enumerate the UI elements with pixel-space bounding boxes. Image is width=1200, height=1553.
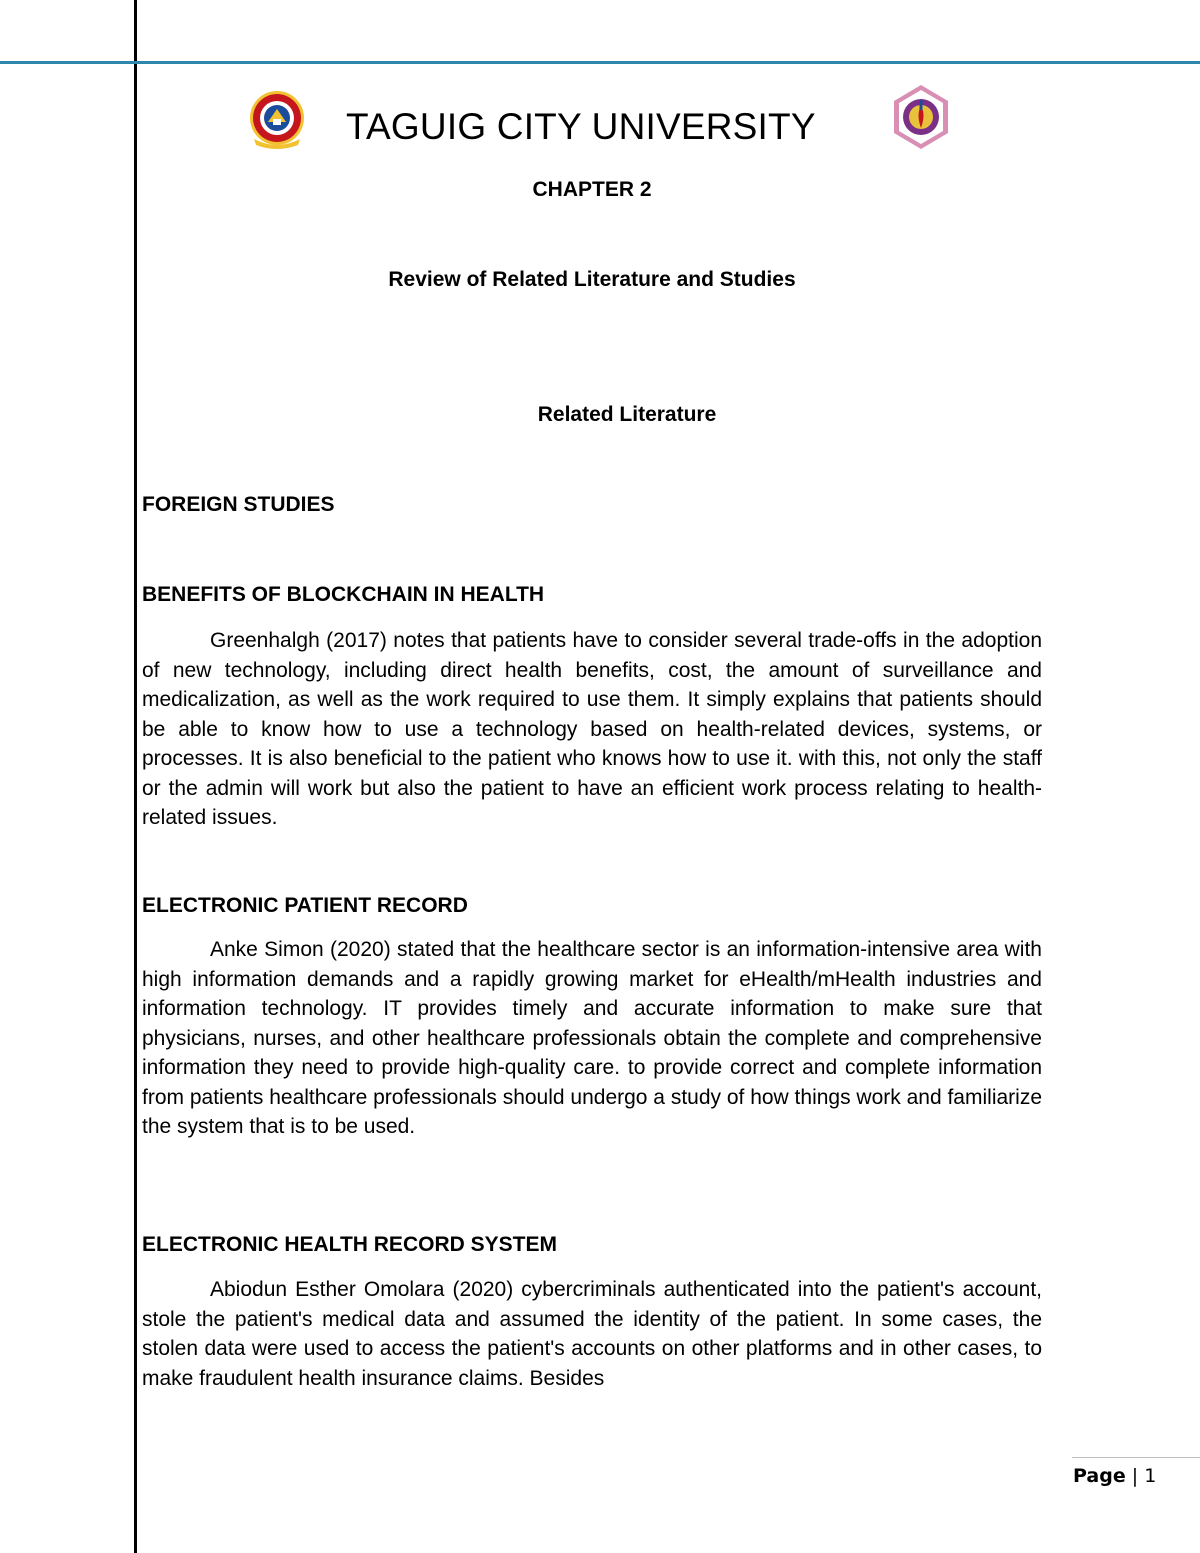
page-number-value: 1 bbox=[1144, 1465, 1157, 1487]
page-separator: | bbox=[1131, 1465, 1139, 1487]
topic-paragraph: Anke Simon (2020) stated that the healthcare sector is an information-intensive area with high information demands and a rapidly growing market for eHealth/mHealth industries and information technology. IT provides timely and accurate information to make sure that physicians, nurses, and other healthcare professionals obtain the complete and comprehensive information they need to provide high-quality care. to provide correct and complete information from patients healthcare professionals should undergo a study of how things work and familiarize the system that is to be used. bbox=[142, 938, 1042, 1138]
chapter-title: Review of Related Literature and Studies bbox=[388, 268, 796, 291]
topic-paragraph: Greenhalgh (2017) notes that patients have to consider several trade-offs in the adoption of new technology, including direct health benefits, cost, the amount of surveillance and medicalization, as well as the work required to use them. It simply explains that patients should be able to know how to use a technology based on health-related devices, systems, or processes. It is also beneficial to the patient who knows how to use it. with this, not only the staff or the admin will work but also the patient to have an efficient work process relating to health-related issues. bbox=[142, 629, 1042, 829]
topic-heading: ELECTRONIC PATIENT RECORD bbox=[142, 894, 468, 917]
college-emblem-logo bbox=[892, 84, 950, 150]
topic-paragraph: Abiodun Esther Omolara (2020) cybercriminals authenticated into the patient's account, stole the patient's medical data and assumed the identity of the patient. In some cases, the stolen data were used to access the patient's accounts on other platforms and in other cases, to make fraudulent health insurance claims. Besides bbox=[142, 1278, 1042, 1390]
header-horizontal-rule bbox=[0, 61, 1200, 64]
margin-vertical-rule bbox=[134, 0, 137, 1553]
footer-rule bbox=[1072, 1457, 1200, 1458]
topic-heading: BENEFITS OF BLOCKCHAIN IN HEALTH bbox=[142, 583, 545, 606]
page-number bbox=[1073, 1465, 1156, 1487]
chapter-number: CHAPTER 2 bbox=[532, 178, 652, 201]
university-name: TAGUIG CITY UNIVERSITY bbox=[346, 106, 816, 147]
page-label: Page bbox=[1073, 1465, 1126, 1487]
tcu-seal-logo bbox=[246, 89, 308, 151]
section-title: Related Literature bbox=[537, 403, 717, 426]
topic-heading: ELECTRONIC HEALTH RECORD SYSTEM bbox=[142, 1233, 557, 1256]
foreign-studies-heading: FOREIGN STUDIES bbox=[142, 493, 335, 516]
